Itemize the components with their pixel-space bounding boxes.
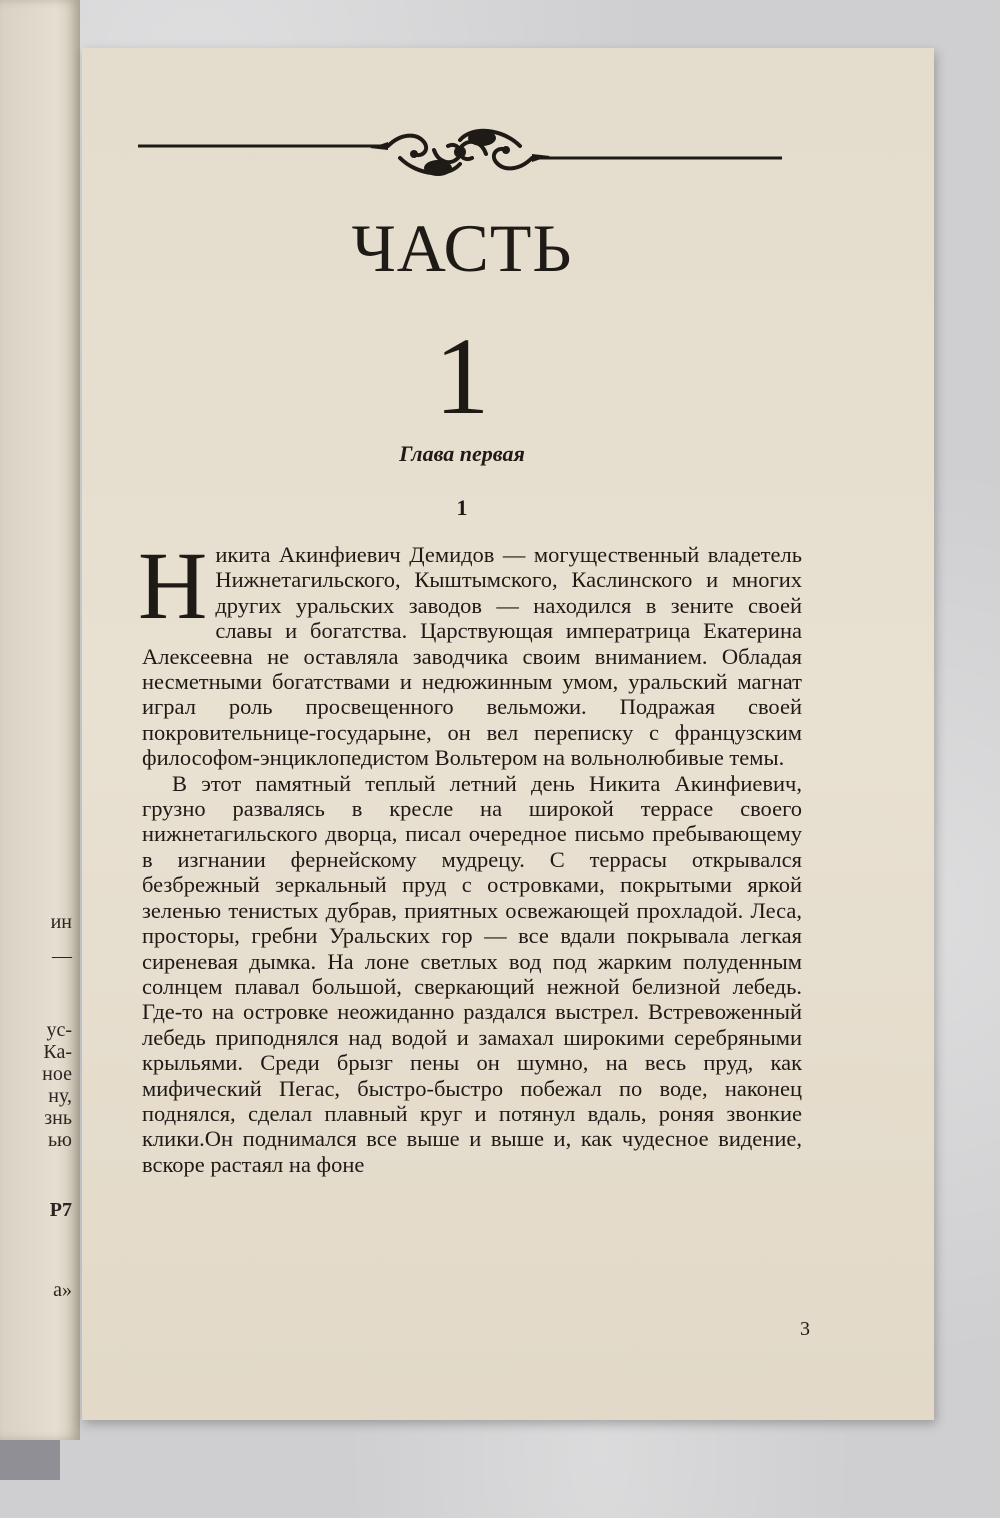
book-cover-edge xyxy=(0,1440,60,1480)
page-number: 3 xyxy=(800,1318,810,1340)
left-page-fragment: знь xyxy=(44,1107,72,1129)
left-page-fragment: ин xyxy=(50,911,72,933)
part-title: ЧАСТЬ xyxy=(351,210,573,286)
book-page xyxy=(82,48,934,1420)
left-page xyxy=(0,0,80,1440)
left-page-fragment: ное xyxy=(42,1063,72,1085)
left-page-fragment: а» xyxy=(53,1279,72,1301)
chapter-title: Глава первая xyxy=(399,441,525,466)
left-page-fragment: ью xyxy=(47,1129,72,1151)
body-text xyxy=(138,532,802,1177)
drop-cap: Н xyxy=(138,532,208,639)
left-page-fragment: — xyxy=(52,945,72,967)
left-page-fragment: Р7 xyxy=(49,1199,72,1221)
paragraph xyxy=(138,532,802,771)
section-number: 1 xyxy=(456,495,468,520)
left-page-fragment: Ка- xyxy=(43,1041,72,1063)
ornament-divider xyxy=(138,128,782,192)
part-number: 1 xyxy=(434,315,490,437)
paragraph-text: икита Акинфиевич Демидов — могущественный владетель Нижнетагильского, Кыштымского, Каслинского и многих других уральских заводов — находился в зените своей славы и богатства. Царствующая императрица Екатерина Алексеевна не оставляла заводчика своим вниманием. Обладая несметными богатствами и недюжинным умом, уральский магнат играл роль просвещенного вельможи. Подражая своей покровительнице-государыне, он вел переписку с французским философом-энциклопедистом Вольтером на вольнолюбивые темы. xyxy=(142,542,802,771)
left-page-fragment: ну, xyxy=(48,1085,72,1107)
left-page-fragment: ус- xyxy=(46,1019,72,1041)
paragraph: В этот памятный теплый летний день Никита Акинфиевич, грузно развалясь в кресле на широкой террасе своего нижнетагильского дворца, писал очередное письмо пребывающему в изгнании фернейскому мудрецу. С террасы открывался безбрежный зеркальный пруд с островками, покрытыми яркой зеленью тенистых дубрав, приятных освежающей прохладой. Леса, просторы, гребни Уральских гор — все вдали покрывала легкая сиреневая дымка. На лоне светлых вод под жарким полуденным солнцем плавал большой, сверкающий нежной белизной лебедь. Где-то на островке неожиданно раздался выстрел. Встревоженный лебедь приподнялся над водой и замахал широкими серебряными крыльями. Среди брызг пены он шумно, на весь пруд, как мифический Пегас, быстро-быстро побежал по воде, наконец поднялся, сделал плавный круг и потянул вдаль, роняя звонкие клики.Он поднимался все выше и выше и, как чудесное видение, вскоре растаял на фоне xyxy=(142,770,802,1177)
